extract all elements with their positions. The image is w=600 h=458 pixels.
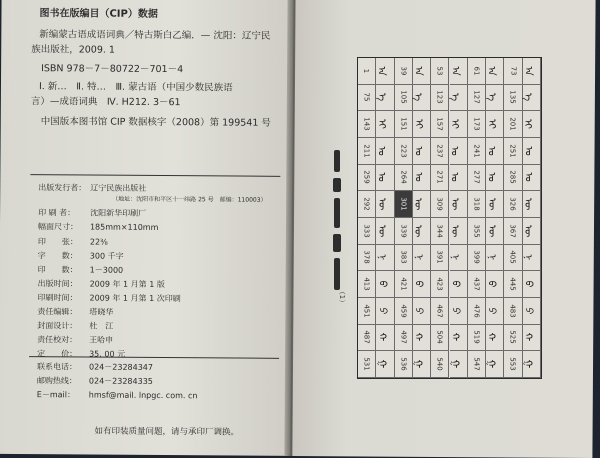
table-page-cell: 339 <box>395 218 413 245</box>
cip-line-5: 言）—成语词典 Ⅳ. H212. 3－61 <box>31 93 181 108</box>
table-page-cell: 437 <box>468 271 486 298</box>
table-letter-cell: ᠤ <box>413 165 431 192</box>
table-page-cell: 251 <box>504 138 522 165</box>
table-page-cell: 123 <box>431 85 449 112</box>
table-letter-cell: ᠪ <box>523 271 541 298</box>
cip-line-4: Ⅰ. 新… Ⅱ. 特… Ⅲ. 蒙古语（中国少数民族语 <box>39 78 233 93</box>
publication-row <box>60 193 266 203</box>
table-letter-cell: ᠪ <box>376 271 394 298</box>
publication-key: E－mail： <box>37 389 89 400</box>
table-page-cell: 547 <box>468 351 486 378</box>
table-letter-cell: ᠨ <box>376 245 394 272</box>
publication-value: 塔晓华 <box>89 308 113 317</box>
publication-key: 联系电话： <box>37 361 89 372</box>
table-letter-cell: ᠫ <box>450 298 468 325</box>
table-page-cell: 355 <box>468 218 486 245</box>
publication-row <box>37 334 113 346</box>
table-letter-cell: ᠢ <box>413 111 431 138</box>
table-page-cell: 519 <box>468 325 486 352</box>
table-letter-cell: ᠥ <box>486 191 504 218</box>
publication-row <box>37 306 113 318</box>
quality-notice: 如有印装质量问题，请与承印厂调换。 <box>95 425 240 438</box>
publication-key: 印 刷 者： <box>38 207 90 218</box>
publication-row <box>38 236 108 247</box>
table-letter-cell: ᠣ <box>486 138 504 165</box>
table-letter-cell: ᠦ <box>486 218 504 245</box>
publication-row <box>38 278 165 290</box>
table-letter-cell: ᠢ <box>450 111 468 138</box>
table-letter-cell: ᠥ <box>413 191 431 218</box>
table-letter-cell: ᠥ <box>450 191 468 218</box>
table-page-cell: 318 <box>468 191 486 218</box>
publication-key: 印 数： <box>38 264 90 275</box>
table-page-cell: 285 <box>504 165 522 192</box>
publication-row <box>37 389 198 401</box>
publication-row <box>37 292 180 304</box>
table-letter-cell: ᠭ <box>413 351 431 378</box>
publication-key: 印 张： <box>38 236 90 247</box>
table-letter-cell: ᠦ <box>376 218 394 245</box>
table-letter-cell: ᠬ <box>413 325 431 352</box>
table-letter-cell: ᠭ <box>450 351 468 378</box>
table-page-cell: 39 <box>395 58 413 85</box>
publication-row <box>38 221 158 233</box>
table-page-cell: 157 <box>431 111 449 138</box>
table-page-cell: 445 <box>504 271 522 298</box>
publication-value: 35. 00 元 <box>89 350 125 359</box>
table-letter-cell: ᠡ <box>413 85 431 112</box>
publication-key: 邮购热线： <box>37 375 89 386</box>
table-letter-cell: ᠨ <box>486 245 504 272</box>
table-letter-cell: ᠬ <box>450 325 468 352</box>
table-letter-cell: ᠡ <box>450 85 468 112</box>
publication-key: 定 价： <box>37 348 89 359</box>
table-letter-cell: ᠨ <box>450 245 468 272</box>
table-page-cell: 553 <box>504 351 522 378</box>
table-letter-cell: ᠥ <box>523 191 541 218</box>
publication-value: 300 千字 <box>90 252 124 261</box>
table-page-cell: 259 <box>358 165 376 192</box>
publication-row <box>37 361 153 373</box>
table-page-cell: 173 <box>468 111 486 138</box>
table-letter-cell: ᠫ <box>523 298 541 325</box>
page-number: （1） <box>337 288 347 306</box>
publication-row <box>38 207 146 219</box>
cip-line-6: 中国版本图书馆 CIP 数据核字（2008）第 199541 号 <box>41 113 271 129</box>
table-letter-cell: ᠣ <box>450 138 468 165</box>
table-page-cell: 264 <box>395 165 413 192</box>
table-page-cell: 135 <box>504 85 522 112</box>
table-letter-cell: ᠭ <box>523 351 541 378</box>
table-letter-cell: ᠨ <box>523 245 541 272</box>
publication-key: 责任编辑： <box>37 306 89 317</box>
table-page-cell: 292 <box>358 191 376 218</box>
table-letter-cell: ᠢ <box>486 111 504 138</box>
table-page-cell: 271 <box>431 165 449 192</box>
table-page-cell: 237 <box>431 138 449 165</box>
table-page-cell: 201 <box>504 111 522 138</box>
table-page-cell: 413 <box>358 271 376 298</box>
publication-value: 22⅜ <box>90 238 108 247</box>
table-page-cell: 344 <box>431 218 449 245</box>
mongolian-title <box>330 150 344 290</box>
table-letter-cell: ᠠ <box>413 58 431 85</box>
table-page-cell: 1 <box>358 58 376 85</box>
table-page-cell: 497 <box>395 325 413 352</box>
table-page-cell: 536 <box>395 351 413 378</box>
table-page-cell: 421 <box>395 271 413 298</box>
publication-value: 024－23284335 <box>89 377 153 386</box>
table-letter-cell: ᠪ <box>450 271 468 298</box>
table-letter-cell: ᠦ <box>413 218 431 245</box>
table-letter-cell: ᠫ <box>413 298 431 325</box>
table-letter-cell: ᠭ <box>486 351 504 378</box>
table-letter-cell: ᠣ <box>413 138 431 165</box>
publication-value: 杜 江 <box>89 322 113 331</box>
table-page-cell: 105 <box>395 85 413 112</box>
table-page-cell: 467 <box>431 298 449 325</box>
publication-key: 幅面尺寸： <box>38 221 90 232</box>
table-letter-cell: ᠤ <box>486 165 504 192</box>
table-page-cell: 531 <box>358 351 376 378</box>
table-letter-cell: ᠢ <box>523 111 541 138</box>
divider-top <box>30 174 280 177</box>
publication-key: 封面设计： <box>37 320 89 331</box>
table-letter-cell: ᠫ <box>486 298 504 325</box>
table-letter-cell: ᠨ <box>413 245 431 272</box>
table-letter-cell: ᠣ <box>376 138 394 165</box>
publication-row <box>37 320 113 332</box>
table-page-cell: 487 <box>358 325 376 352</box>
publication-value: hmsf@mail. lnpgc. com. cn <box>89 391 198 401</box>
table-letter-cell: ᠠ <box>376 58 394 85</box>
table-letter-cell: ᠥ <box>376 191 394 218</box>
table-page-cell: 301 <box>395 191 413 218</box>
table-page-cell: 75 <box>358 85 376 112</box>
table-page-cell: 483 <box>504 298 522 325</box>
table-page-cell: 53 <box>431 58 449 85</box>
publication-row <box>38 250 124 262</box>
publication-value: 185mm×110mm <box>90 223 158 232</box>
table-page-cell: 73 <box>504 58 522 85</box>
publication-key: 出版时间： <box>38 278 90 289</box>
publication-key: 印刷时间： <box>37 292 89 303</box>
table-page-cell: 211 <box>358 138 376 165</box>
table-letter-cell: ᠤ <box>523 165 541 192</box>
table-page-cell: 391 <box>431 245 449 272</box>
table-page-cell: 309 <box>431 191 449 218</box>
table-letter-cell: ᠣ <box>523 138 541 165</box>
table-letter-cell: ᠡ <box>523 85 541 112</box>
contents-table <box>357 57 542 379</box>
table-letter-cell: ᠠ <box>486 58 504 85</box>
table-page-cell: 143 <box>358 111 376 138</box>
publication-value: 王哈申 <box>89 336 113 345</box>
table-page-cell: 525 <box>504 325 522 352</box>
table-letter-cell: ᠦ <box>523 218 541 245</box>
publication-value: 2009 年 1 月第 1 版 <box>90 280 165 290</box>
publication-value: 沈阳新华印刷厂 <box>90 209 146 218</box>
table-page-cell: 405 <box>504 245 522 272</box>
table-letter-cell: ᠡ <box>376 85 394 112</box>
table-page-cell: 333 <box>358 218 376 245</box>
table-page-cell: 127 <box>468 85 486 112</box>
publication-key: 字 数： <box>38 250 90 261</box>
publication-row <box>37 348 125 360</box>
cip-isbn: ISBN 978－7－80722－701－4 <box>41 60 183 75</box>
table-letter-cell: ᠠ <box>523 58 541 85</box>
publication-key: 责任校对： <box>37 334 89 345</box>
table-page-cell: 151 <box>395 111 413 138</box>
table-letter-cell: ᠦ <box>450 218 468 245</box>
publication-value: 1－3000 <box>90 266 124 275</box>
table-letter-cell: ᠬ <box>486 325 504 352</box>
cip-line-1: 新编蒙古语成语词典／特古斯白乙编．— 沈阳：辽宁民 <box>39 26 270 42</box>
table-page-cell: 451 <box>358 298 376 325</box>
table-letter-cell: ᠠ <box>450 58 468 85</box>
table-page-cell: 277 <box>468 165 486 192</box>
table-page-cell: 223 <box>395 138 413 165</box>
table-letter-cell: ᠬ <box>523 325 541 352</box>
table-letter-cell: ᠫ <box>376 298 394 325</box>
table-page-cell: 383 <box>395 245 413 272</box>
table-letter-cell: ᠢ <box>376 111 394 138</box>
table-letter-cell: ᠤ <box>450 165 468 192</box>
publication-value: 2009 年 1 月第 1 次印刷 <box>89 294 180 304</box>
cip-title: 图书在版编目（CIP）数据 <box>39 4 157 20</box>
table-page-cell: 540 <box>431 351 449 378</box>
publication-key: 出版发行者： <box>38 182 90 193</box>
table-letter-cell: ᠪ <box>486 271 504 298</box>
table-page-cell: 476 <box>468 298 486 325</box>
table-letter-cell: ᠡ <box>486 85 504 112</box>
publication-value: 辽宁民族出版社 <box>90 184 146 193</box>
publication-row <box>37 375 153 387</box>
table-letter-cell: ᠪ <box>413 271 431 298</box>
publication-value: （地址：沈阳市和平区十一纬路 25 号 邮编：110003） <box>112 196 266 204</box>
cip-line-2: 族出版社，2009. 1 <box>31 41 115 56</box>
publication-value: 024－23284347 <box>89 363 153 372</box>
table-page-cell: 459 <box>395 298 413 325</box>
table-page-cell: 326 <box>504 191 522 218</box>
table-page-cell: 423 <box>431 271 449 298</box>
table-page-cell: 367 <box>504 218 522 245</box>
publication-row <box>38 182 146 194</box>
table-letter-cell: ᠤ <box>376 165 394 192</box>
table-page-cell: 399 <box>468 245 486 272</box>
table-page-cell: 378 <box>358 245 376 272</box>
publication-row <box>38 264 124 276</box>
table-page-cell: 241 <box>468 138 486 165</box>
table-page-cell: 504 <box>431 325 449 352</box>
table-letter-cell: ᠬ <box>376 325 394 352</box>
copyright-page <box>0 0 292 456</box>
table-page-cell: 61 <box>468 58 486 85</box>
table-letter-cell: ᠭ <box>376 351 394 378</box>
